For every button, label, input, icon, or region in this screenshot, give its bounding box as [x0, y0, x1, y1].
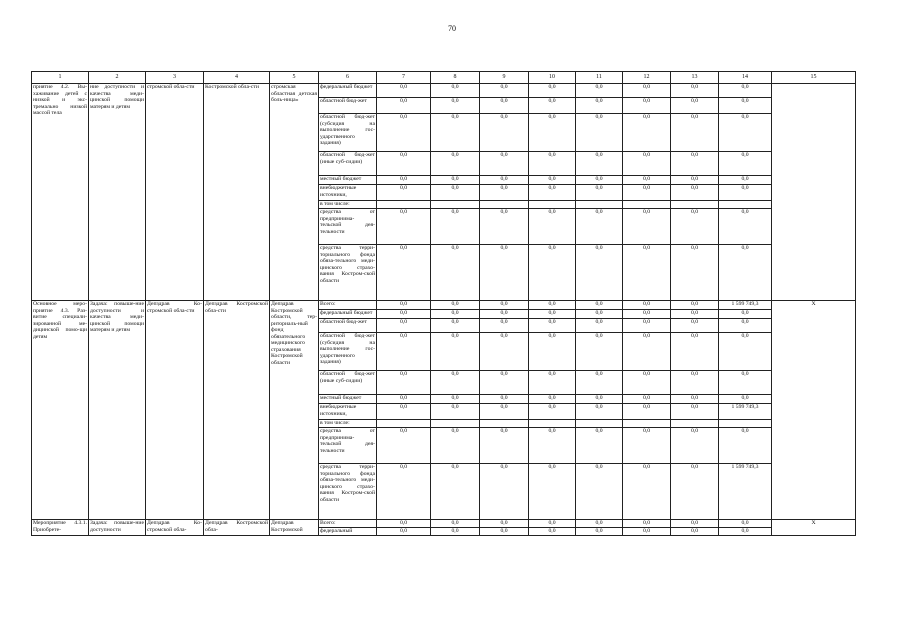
value-cell: 0,0 — [529, 319, 576, 333]
block-c2-cell: Задача: повыше-ние доступности — [89, 520, 146, 536]
block-c4-cell: Депздрав Костромской обла-сти — [204, 301, 270, 520]
value-cell: 0,0 — [671, 301, 719, 310]
value-cell: 0,0 — [576, 185, 623, 201]
column-header: 14 — [719, 72, 772, 84]
value-cell: 0,0 — [576, 98, 623, 114]
value-cell: 0,0 — [377, 520, 431, 528]
value-cell: 0,0 — [623, 84, 671, 98]
value-cell — [576, 201, 623, 209]
funding-source-label: областной бюд-жет (субсидия на выполнение гос-ударственного задания) — [319, 114, 377, 152]
value-cell: 0,0 — [576, 464, 623, 520]
block-c2-cell: Задача: повыше-ние доступности и качества меди-цинской помощи матерям и детям — [89, 301, 146, 520]
value-cell: 1 599 749,3 — [719, 464, 772, 520]
value-cell: 0,0 — [576, 333, 623, 371]
value-cell: 0,0 — [623, 245, 671, 301]
funding-source-label: Всего: — [319, 301, 377, 310]
value-cell: 1 599 749,3 — [719, 301, 772, 310]
value-cell: 0,0 — [719, 310, 772, 319]
value-cell: 0,0 — [480, 301, 529, 310]
value-cell: 0,0 — [377, 404, 431, 420]
value-cell: 0,0 — [377, 185, 431, 201]
table-row — [32, 84, 856, 98]
value-cell: 0,0 — [576, 428, 623, 464]
value-cell: 0,0 — [529, 114, 576, 152]
value-cell: 0,0 — [529, 528, 576, 536]
table-row — [32, 301, 856, 310]
value-cell: 0,0 — [480, 84, 529, 98]
value-cell: 0,0 — [671, 152, 719, 176]
value-cell: 0,0 — [480, 310, 529, 319]
value-cell: 0,0 — [431, 176, 480, 185]
value-cell: 0,0 — [671, 176, 719, 185]
value-cell: 0,0 — [377, 428, 431, 464]
funding-source-label: областной бюд-жет (субсидия на выполнение гос-ударственного задания) — [319, 333, 377, 371]
value-cell: 0,0 — [719, 428, 772, 464]
value-cell: 0,0 — [480, 114, 529, 152]
column-header: 12 — [623, 72, 671, 84]
value-cell: 0,0 — [671, 319, 719, 333]
value-cell: 0,0 — [719, 176, 772, 185]
value-cell: 0,0 — [431, 301, 480, 310]
column-header: 13 — [671, 72, 719, 84]
value-cell: 0,0 — [671, 209, 719, 245]
value-cell: 0,0 — [377, 395, 431, 404]
value-cell: 0,0 — [480, 520, 529, 528]
column-header: 11 — [576, 72, 623, 84]
value-cell: 0,0 — [377, 310, 431, 319]
value-cell: 0,0 — [480, 152, 529, 176]
block-c2-cell: ние доступности и качества меди-цинской помощи матерям и детям — [89, 84, 146, 301]
value-cell: 0,0 — [576, 404, 623, 420]
value-cell: 0,0 — [576, 319, 623, 333]
value-cell: 0,0 — [431, 395, 480, 404]
value-cell: 0,0 — [529, 310, 576, 319]
value-cell: 0,0 — [431, 464, 480, 520]
value-cell: 0,0 — [377, 333, 431, 371]
value-cell: 0,0 — [719, 114, 772, 152]
value-cell: 0,0 — [719, 84, 772, 98]
value-cell: 0,0 — [480, 395, 529, 404]
value-cell — [529, 420, 576, 428]
column-header: 10 — [529, 72, 576, 84]
value-cell: 0,0 — [576, 528, 623, 536]
block-c4-cell: Костромской обла-сти — [204, 84, 270, 301]
funding-source-label: в том числе: — [319, 420, 377, 428]
value-cell: 0,0 — [431, 152, 480, 176]
value-cell: 0,0 — [623, 528, 671, 536]
value-cell: 0,0 — [576, 152, 623, 176]
value-cell: 0,0 — [431, 98, 480, 114]
value-cell: 0,0 — [431, 371, 480, 395]
funding-source-label: областной бюд-жет (иные суб-сидии) — [319, 152, 377, 176]
value-cell: 0,0 — [480, 185, 529, 201]
funding-source-label: средства терри-ториального фонда обяза-тельного меди-цинского страхо-вания Костром-ской области — [319, 464, 377, 520]
value-cell — [719, 420, 772, 428]
value-cell: 0,0 — [480, 464, 529, 520]
value-cell: 0,0 — [377, 176, 431, 185]
value-cell: 0,0 — [719, 209, 772, 245]
value-cell: 0,0 — [623, 520, 671, 528]
value-cell: 0,0 — [377, 371, 431, 395]
value-cell: 0,0 — [480, 319, 529, 333]
value-cell — [377, 420, 431, 428]
value-cell: 0,0 — [480, 428, 529, 464]
value-cell: 0,0 — [480, 333, 529, 371]
funding-source-label: местный бюджет — [319, 176, 377, 185]
value-cell: 0,0 — [529, 371, 576, 395]
value-cell: 0,0 — [377, 528, 431, 536]
value-cell: 0,0 — [576, 301, 623, 310]
block-c3-cell: Депздрав Ко-стромской обла- — [146, 520, 204, 536]
value-cell — [671, 201, 719, 209]
value-cell: 0,0 — [719, 319, 772, 333]
value-cell: 0,0 — [623, 404, 671, 420]
funding-source-label: федеральный бюджет — [319, 84, 377, 98]
column-15-cell — [772, 84, 856, 301]
value-cell: 0,0 — [576, 310, 623, 319]
value-cell: 0,0 — [431, 319, 480, 333]
value-cell: 0,0 — [529, 84, 576, 98]
value-cell: 0,0 — [623, 464, 671, 520]
column-header: 2 — [89, 72, 146, 84]
block-c3-cell: стромской обла-сти — [146, 84, 204, 301]
value-cell: 0,0 — [623, 333, 671, 371]
value-cell: 0,0 — [431, 114, 480, 152]
funding-source-label: областной бюд-жет (иные суб-сидии) — [319, 371, 377, 395]
column-header: 3 — [146, 72, 204, 84]
block-c1-cell: приятие 4.2. Вы-хаживание детей с низкой и экс-тремально низкой массой тела — [32, 84, 89, 301]
value-cell: 0,0 — [576, 395, 623, 404]
column-header: 1 — [32, 72, 89, 84]
value-cell: 0,0 — [719, 333, 772, 371]
value-cell: 0,0 — [623, 176, 671, 185]
value-cell: 0,0 — [671, 395, 719, 404]
value-cell: 0,0 — [719, 395, 772, 404]
funding-source-label: областной бюд-жет — [319, 319, 377, 333]
value-cell: 0,0 — [671, 428, 719, 464]
value-cell: 0,0 — [719, 245, 772, 301]
page-number: 70 — [448, 24, 456, 33]
value-cell: 0,0 — [576, 371, 623, 395]
value-cell: 0,0 — [377, 84, 431, 98]
value-cell: 0,0 — [623, 209, 671, 245]
value-cell — [431, 201, 480, 209]
value-cell: 0,0 — [671, 404, 719, 420]
funding-source-label: внебюджетные источники, — [319, 185, 377, 201]
value-cell: 0,0 — [480, 528, 529, 536]
value-cell: 0,0 — [480, 404, 529, 420]
column-header: 5 — [270, 72, 319, 84]
value-cell: 0,0 — [529, 520, 576, 528]
value-cell: 0,0 — [719, 152, 772, 176]
value-cell: 0,0 — [576, 245, 623, 301]
funding-source-label: средства от предпринима-тельской дея-тельности — [319, 209, 377, 245]
value-cell: 0,0 — [377, 152, 431, 176]
value-cell: 0,0 — [431, 209, 480, 245]
block-c1-cell: Основное меро-приятие 4.3. Раз-витие специали-зированной ме-дицинской помо-щи детям — [32, 301, 89, 520]
value-cell: 0,0 — [529, 428, 576, 464]
block-c5-cell: стромская областная детская боль-ница» — [270, 84, 319, 301]
column-header: 4 — [204, 72, 270, 84]
funding-source-label: областной бюд-жет — [319, 98, 377, 114]
value-cell: 0,0 — [623, 395, 671, 404]
value-cell — [671, 420, 719, 428]
value-cell: 0,0 — [480, 176, 529, 185]
value-cell — [623, 420, 671, 428]
value-cell: 0,0 — [576, 209, 623, 245]
value-cell: 0,0 — [671, 464, 719, 520]
value-cell: 0,0 — [529, 464, 576, 520]
funding-source-label: в том числе: — [319, 201, 377, 209]
funding-source-label: средства от предпринима-тельской дея-тельности — [319, 428, 377, 464]
table-row — [32, 520, 856, 528]
value-cell: 0,0 — [623, 310, 671, 319]
value-cell: 0,0 — [623, 98, 671, 114]
value-cell: 0,0 — [377, 319, 431, 333]
value-cell: 0,0 — [529, 245, 576, 301]
value-cell: 0,0 — [719, 98, 772, 114]
value-cell: 0,0 — [623, 114, 671, 152]
column-15-cell: X — [772, 520, 856, 536]
value-cell: 0,0 — [377, 245, 431, 301]
value-cell: 0,0 — [576, 176, 623, 185]
value-cell — [480, 420, 529, 428]
value-cell — [576, 420, 623, 428]
value-cell: 0,0 — [377, 114, 431, 152]
value-cell — [377, 201, 431, 209]
value-cell: 0,0 — [529, 301, 576, 310]
value-cell — [719, 201, 772, 209]
value-cell: 0,0 — [480, 245, 529, 301]
funding-source-label: федеральный — [319, 528, 377, 536]
value-cell — [623, 201, 671, 209]
value-cell: 0,0 — [671, 114, 719, 152]
funding-source-label: местный бюджет — [319, 395, 377, 404]
value-cell: 0,0 — [671, 528, 719, 536]
block-c5-cell: Депздрав Костромской — [270, 520, 319, 536]
value-cell: 0,0 — [623, 152, 671, 176]
value-cell: 0,0 — [719, 371, 772, 395]
value-cell: 0,0 — [377, 209, 431, 245]
value-cell: 0,0 — [671, 185, 719, 201]
funding-source-label: средства терри-ториального фонда обяза-тельного меди-цинского страхо-вания Костром-ской области — [319, 245, 377, 301]
block-c1-cell: Мероприятие 4.3.1. Приобрете- — [32, 520, 89, 536]
value-cell: 0,0 — [623, 301, 671, 310]
value-cell: 0,0 — [480, 371, 529, 395]
value-cell: 0,0 — [576, 520, 623, 528]
value-cell: 0,0 — [431, 310, 480, 319]
value-cell: 0,0 — [623, 428, 671, 464]
value-cell: 0,0 — [377, 464, 431, 520]
value-cell: 0,0 — [671, 98, 719, 114]
value-cell: 0,0 — [431, 404, 480, 420]
value-cell: 0,0 — [431, 185, 480, 201]
funding-source-label: внебюджетные источники, — [319, 404, 377, 420]
column-header: 7 — [377, 72, 431, 84]
value-cell: 0,0 — [576, 114, 623, 152]
value-cell: 0,0 — [431, 520, 480, 528]
value-cell — [480, 201, 529, 209]
value-cell: 0,0 — [480, 98, 529, 114]
block-c5-cell: Депздрав Костромской области, тер-риториаль-ный фонд обязательного медицинского страхования Костромской области — [270, 301, 319, 520]
value-cell: 0,0 — [671, 245, 719, 301]
value-cell: 0,0 — [671, 84, 719, 98]
value-cell: 0,0 — [431, 528, 480, 536]
value-cell: 0,0 — [671, 333, 719, 371]
value-cell: 0,0 — [529, 176, 576, 185]
value-cell: 0,0 — [529, 333, 576, 371]
value-cell: 0,0 — [377, 98, 431, 114]
value-cell: 0,0 — [431, 84, 480, 98]
value-cell: 0,0 — [623, 319, 671, 333]
value-cell: 0,0 — [529, 185, 576, 201]
value-cell: 0,0 — [529, 98, 576, 114]
table-header-row — [32, 72, 856, 84]
value-cell: 0,0 — [529, 395, 576, 404]
funding-source-label: Всего: — [319, 520, 377, 528]
value-cell — [529, 201, 576, 209]
block-c3-cell: Депздрав Ко-стромской обла-сти — [146, 301, 204, 520]
column-header: 9 — [480, 72, 529, 84]
value-cell: 0,0 — [529, 152, 576, 176]
budget-table — [31, 71, 856, 536]
block-c4-cell: Депздрав Костромской обла- — [204, 520, 270, 536]
value-cell: 0,0 — [529, 209, 576, 245]
value-cell: 0,0 — [431, 428, 480, 464]
value-cell: 0,0 — [431, 245, 480, 301]
column-header: 6 — [319, 72, 377, 84]
column-header: 15 — [772, 72, 856, 84]
value-cell: 0,0 — [377, 301, 431, 310]
value-cell: 0,0 — [671, 310, 719, 319]
value-cell: 0,0 — [529, 404, 576, 420]
value-cell: 1 599 749,3 — [719, 404, 772, 420]
column-15-cell: X — [772, 301, 856, 520]
column-header: 8 — [431, 72, 480, 84]
value-cell: 0,0 — [623, 185, 671, 201]
value-cell: 0,0 — [576, 84, 623, 98]
value-cell: 0,0 — [480, 209, 529, 245]
value-cell: 0,0 — [719, 520, 772, 528]
value-cell: 0,0 — [623, 371, 671, 395]
value-cell: 0,0 — [671, 520, 719, 528]
value-cell: 0,0 — [719, 185, 772, 201]
value-cell: 0,0 — [671, 371, 719, 395]
value-cell: 0,0 — [431, 333, 480, 371]
value-cell — [431, 420, 480, 428]
value-cell: 0,0 — [719, 528, 772, 536]
funding-source-label: федеральный бюджет — [319, 310, 377, 319]
